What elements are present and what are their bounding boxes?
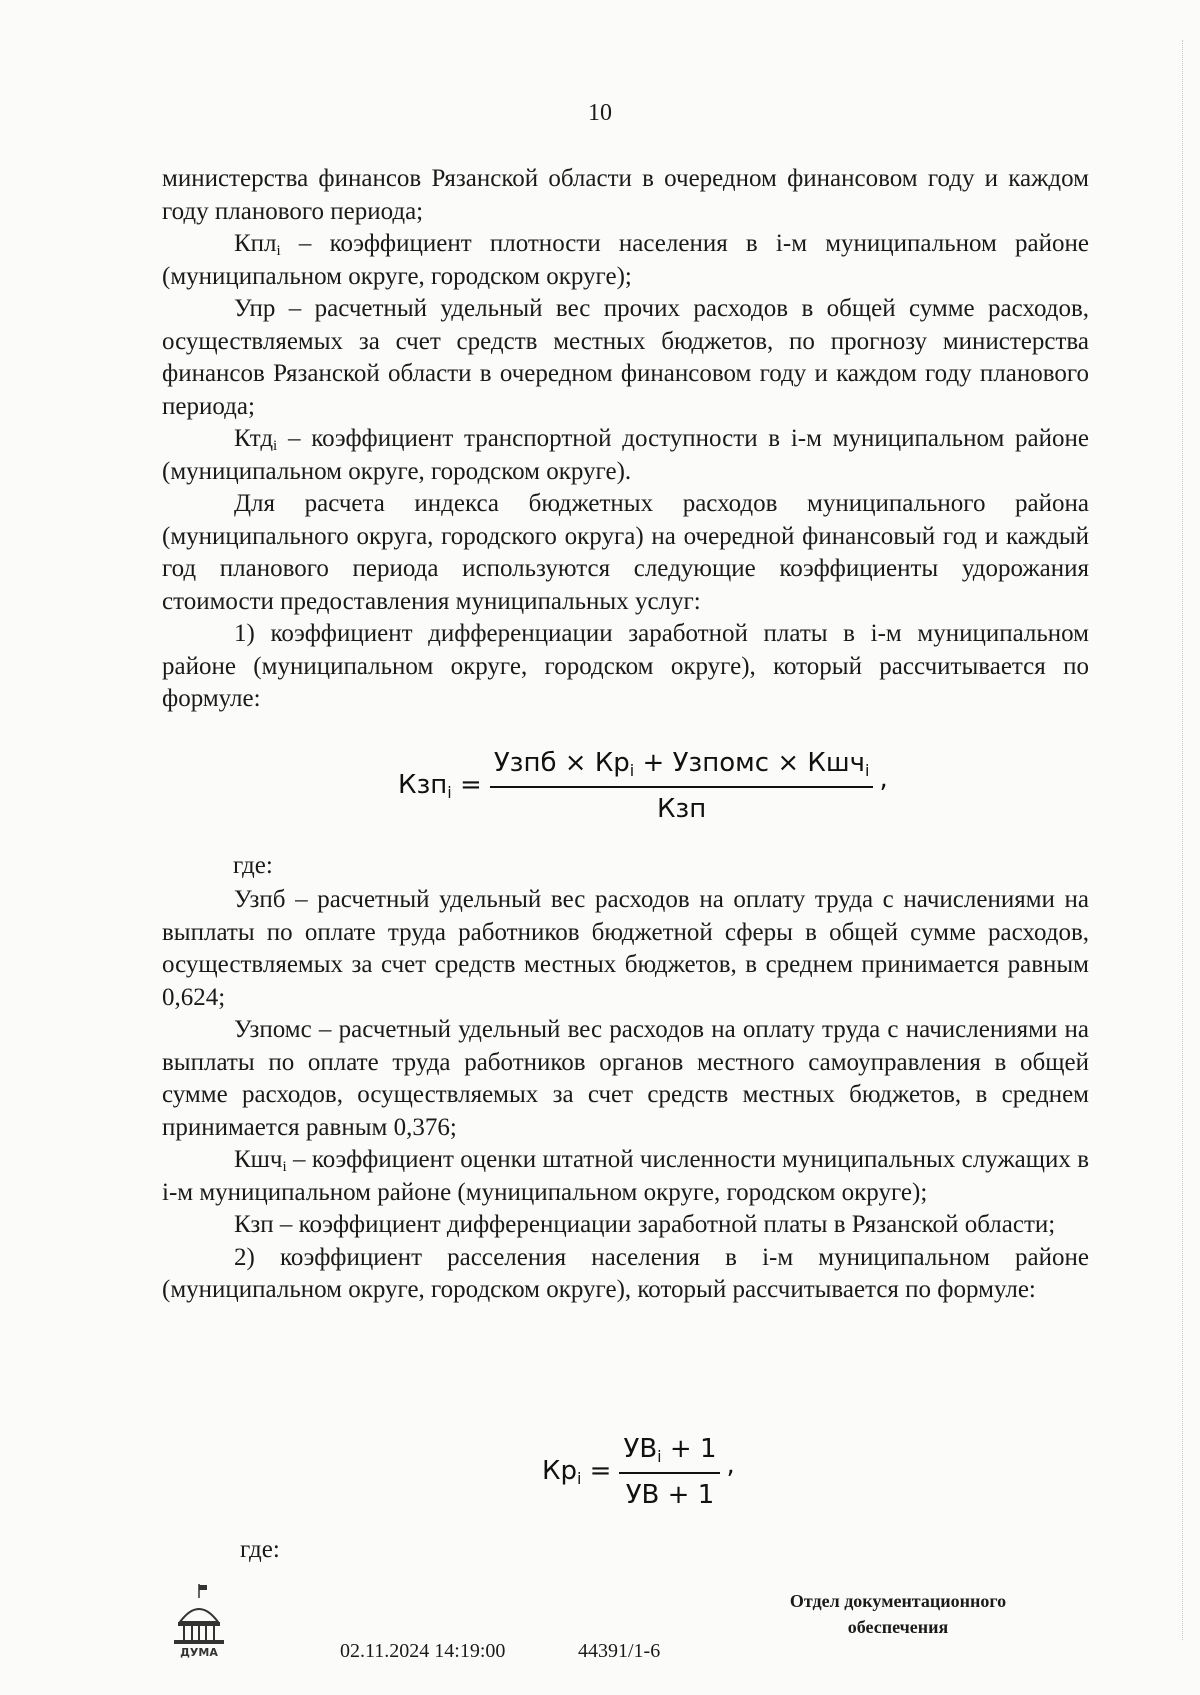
definition-uzpb: Узпб – расчетный удельный вес расходов на оплату труда с начислениями на выплаты по оплате труда работников бюджетной сферы в общей сумме расходов, осуществляемых за счет средств местных бюджетов, в среднем принимается равным 0,624; xyxy=(162,886,1089,1011)
page-number: 10 xyxy=(588,100,612,126)
fraction xyxy=(619,1434,720,1510)
document-body xyxy=(162,163,1089,716)
definition-kpl: Кпл$_i$ – коэффициент плотности населения в i-м муниципальном районе (муниципальном округе, городском округе); xyxy=(162,230,1089,290)
department-stamp: Отдел документационного обеспечения xyxy=(789,1591,1007,1637)
definition-ktd: Ктд$_i$ – коэффициент транспортной доступности в i-м муниципальном районе (муниципальном округе, городском округе). xyxy=(162,425,1089,485)
definition-upr: Упр – расчетный удельный вес прочих расходов в общей сумме расходов, осуществляемых за счет средств местных бюджетов, по прогнозу министерства финансов Рязанской области в очередном финансовом году и каждом году планового периода; xyxy=(162,295,1089,420)
definition-kzp: Кзп – коэффициент дифференциации заработной платы в Рязанской области; xyxy=(234,1211,1056,1238)
logo-label: ДУМА xyxy=(180,1646,218,1659)
formula-kzp: Кзпi = $\frac{\text{Узпб × Крi + Узпомс × Кшчi}}{\text{Кзп}}$ , xyxy=(398,748,888,824)
definition-uzpoms: Узпомс – расчетный удельный вес расходов на оплату труда с начислениями на выплаты по оплате труда работников органов местного самоуправления в общей сумме расходов, осуществляемых за счет средств местных бюджетов, в среднем принимается равным 0,376; xyxy=(162,1016,1089,1141)
fraction-numerator: Узпб × Крi + Узпомс × Кшчi xyxy=(490,748,874,788)
formula-lhs: Кзпi = xyxy=(398,770,482,802)
formula-kr: Крi = $\frac{\text{УВi + 1}}{УВ + 1}$ , xyxy=(542,1434,735,1510)
scan-margin-dots xyxy=(1182,40,1185,1640)
fraction-numerator: УВi + 1 xyxy=(619,1434,720,1474)
paragraph-coefficients-intro: Для расчета индекса бюджетных расходов муниципального района (муниципального округа, городского округа) на очередной финансовый год и каждый год планового периода используются следующие коэффициенты удорожания стоимости предоставления муниципальных услуг: xyxy=(162,490,1089,615)
definition-kshch: Кшч$_i$ – коэффициент оценки штатной численности муниципальных служащих в i-м муниципальном районе (муниципальном округе, городском округе); xyxy=(162,1146,1089,1206)
fraction-denominator: Кзп xyxy=(656,794,707,824)
fraction-denominator: УВ + 1 xyxy=(625,1480,715,1510)
fraction xyxy=(490,748,874,824)
where-label: где: xyxy=(240,1536,280,1563)
formula-lhs: Крi = xyxy=(542,1456,612,1488)
document-body-continued xyxy=(162,884,1089,1307)
paragraph-item-1: 1) коэффициент дифференциации заработной платы в i-м муниципальном районе (муниципальном округе, городском округе), который рассчитывается по формуле: xyxy=(162,620,1089,712)
where-label: где: xyxy=(233,852,273,879)
paragraph: министерства финансов Рязанской области в очередном финансовом году и каждом году планового периода; xyxy=(162,165,1089,225)
footer-doc-number: 44391/1-6 xyxy=(578,1640,661,1662)
paragraph-item-2: 2) коэффициент расселения населения в i-м муниципальном районе (муниципальном округе, городском округе), который рассчитывается по формуле: xyxy=(162,1243,1089,1303)
footer-date: 02.11.2024 14:19:00 xyxy=(340,1640,506,1662)
duma-logo-icon xyxy=(168,1582,230,1660)
